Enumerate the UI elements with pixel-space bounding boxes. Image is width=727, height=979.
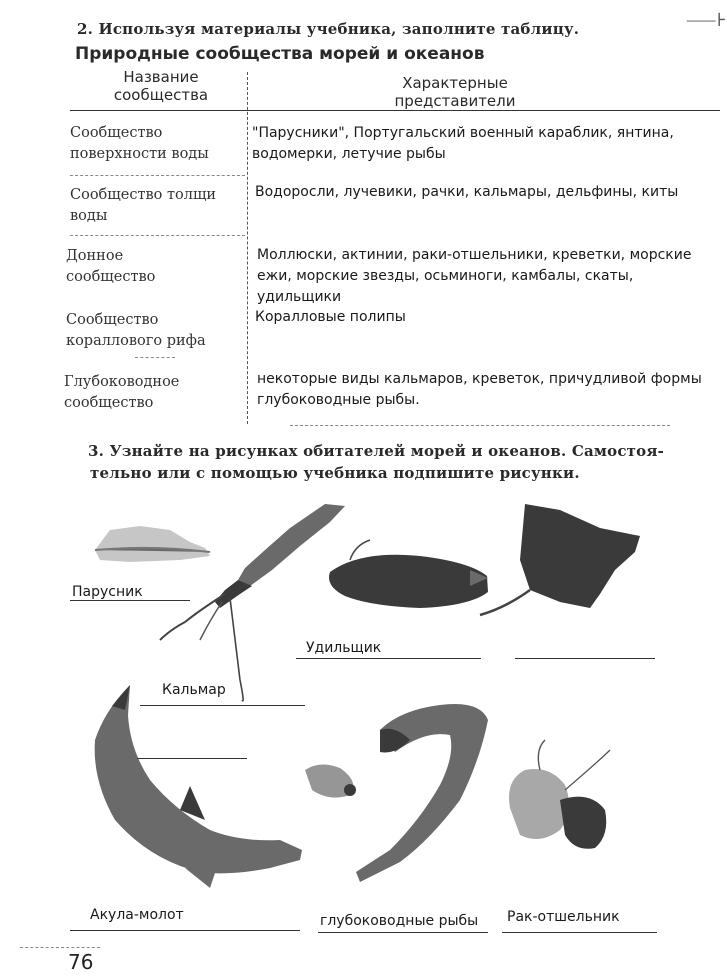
page-number: 76 [68, 950, 94, 974]
footer-rule [20, 947, 100, 948]
hermit-crab-drawing [509, 740, 610, 849]
label-sailfish: Парусник [72, 584, 143, 600]
hammerhead-drawing [95, 685, 302, 888]
answer-line-sailfish[interactable] [70, 600, 190, 601]
task2-heading: 2. Используя материалы учебника, заполните таблицу. [77, 20, 580, 38]
small-creature-drawing [305, 764, 356, 797]
task3-heading-line2: тельно или с помощью учебника подпишите рисунки. [90, 464, 580, 482]
row-reps-reef: Коралловые полипы [255, 309, 406, 325]
task3-heading-line1: 3. Узнайте на рисунках обитателей морей и океанов. Самостоя- [88, 442, 665, 460]
label-hermit: Рак-отшельник [507, 909, 620, 925]
row-reps-surface: "Парусники", Португальский военный караблик, янтина, водомерки, летучие рыбы [252, 125, 674, 162]
answer-line-hammerhead[interactable] [70, 930, 300, 931]
row-name-reef: Сообщество кораллового рифа [66, 312, 206, 349]
row-name-watercolumn: Сообщество толщи воды [70, 187, 217, 224]
corner-mark: ⸺⊦ [686, 10, 727, 31]
label-hammerhead: Акула-молот [90, 907, 184, 923]
col-header-reps: Характерные представители [394, 74, 516, 110]
illustrations [0, 490, 727, 930]
row-separator [135, 357, 175, 358]
label-deepsea: глубоководные рыбы [320, 913, 479, 929]
stingray-drawing [480, 504, 640, 615]
table-header-rule [70, 110, 720, 111]
label-anglerfish: Удильщик [306, 640, 382, 656]
anglerfish-drawing [329, 540, 488, 608]
row-name-deep: Глубоководное сообщество [64, 374, 180, 411]
row-reps-deep: некоторые виды кальмаров, креветок, причудливой формы глубоководные рыбы. [257, 371, 702, 408]
answer-line-stingray[interactable] [515, 658, 655, 659]
answer-line-deepsea[interactable] [318, 932, 488, 933]
table-column-divider [247, 72, 248, 424]
row-separator [70, 175, 245, 176]
deepsea-fish-drawing [356, 704, 488, 882]
answer-line-squid[interactable] [140, 705, 305, 706]
answer-line-small-creature[interactable] [137, 758, 247, 759]
table-bottom-rule [290, 425, 670, 426]
squid-drawing [160, 504, 345, 701]
sailfish-drawing [95, 526, 210, 562]
answer-line-anglerfish[interactable] [296, 658, 481, 659]
row-reps-watercolumn: Водоросли, лучевики, рачки, кальмары, дельфины, киты [255, 184, 679, 200]
row-name-surface: Сообщество поверхности воды [70, 125, 209, 162]
answer-line-hermit[interactable] [502, 932, 657, 933]
row-name-bottom: Донное сообщество [66, 248, 156, 285]
row-separator [70, 235, 245, 236]
row-reps-bottom: Моллюски, актинии, раки-отшельники, креветки, морские ежи, морские звезды, осьминоги, камбалы, скаты, удильщики [257, 247, 692, 305]
table-title: Природные сообщества морей и океанов [75, 44, 485, 64]
col-header-name: Название сообщества [113, 68, 209, 104]
label-squid: Кальмар [162, 682, 226, 698]
